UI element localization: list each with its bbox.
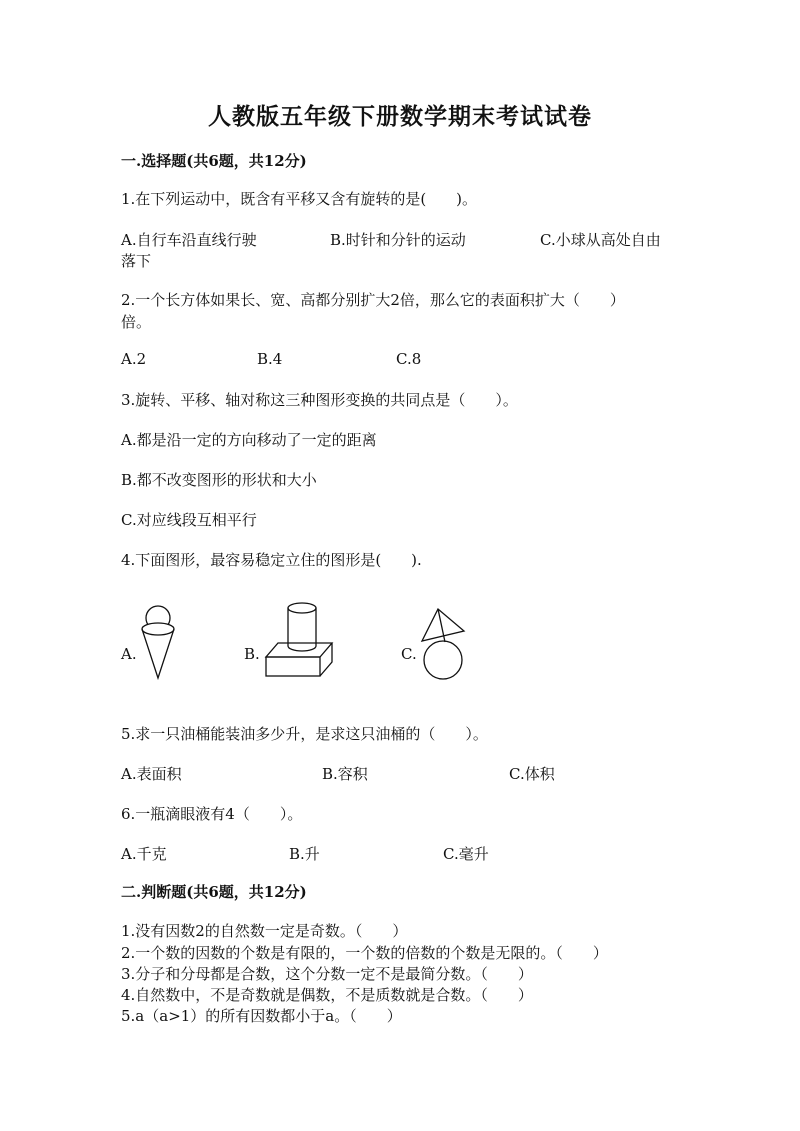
judgement-item-2: 2.一个数的因数的个数是有限的，一个数的倍数的个数是无限的。（ ） [121, 944, 608, 962]
q6-option-c: C.毫升 [443, 845, 489, 863]
q1-option-c: C.小球从高处自由 [540, 231, 661, 249]
question-3: 3.旋转、平移、轴对称这三种图形变换的共同点是（ ）。 [121, 391, 518, 409]
q2-option-c: C.8 [396, 350, 422, 368]
judgement-item-4: 4.自然数中，不是奇数就是偶数，不是质数就是合数。（ ） [121, 986, 533, 1004]
ice-cream-cone-figure [135, 600, 185, 682]
q2-option-a: A.2 [121, 350, 147, 368]
section-heading-judgement: 二.判断题(共6题，共12分) [121, 883, 307, 901]
cone-on-ball-figure [418, 605, 470, 680]
judgement-item-5: 5.a（a>1）的所有因数都小于a。（ ） [121, 1007, 402, 1025]
q4-option-b: B. [244, 645, 260, 663]
cylinder-on-box-figure [264, 600, 336, 680]
question-5: 5.求一只油桶能装油多少升，是求这只油桶的（ ）。 [121, 725, 488, 743]
q6-option-b: B.升 [289, 845, 320, 863]
q4-option-a: A. [121, 645, 137, 663]
q1-option-b: B.时针和分针的运动 [330, 231, 466, 249]
q4-option-c: C. [401, 645, 417, 663]
question-4: 4.下面图形，最容易稳定立住的图形是( ). [121, 551, 422, 569]
page-title: 人教版五年级下册数学期末考试试卷 [208, 103, 592, 130]
q2-option-b: B.4 [257, 350, 283, 368]
q1-option-a: A.自行车沿直线行驶 [121, 231, 257, 249]
q5-option-c: C.体积 [509, 765, 555, 783]
question-1: 1.在下列运动中，既含有平移又含有旋转的是( )。 [121, 190, 478, 208]
question-6: 6.一瓶滴眼液有4（ ）。 [121, 805, 303, 823]
judgement-item-1: 1.没有因数2的自然数一定是奇数。（ ） [121, 922, 408, 940]
q3-option-a: A.都是沿一定的方向移动了一定的距离 [121, 431, 377, 449]
judgement-item-3: 3.分子和分母都是合数，这个分数一定不是最简分数。（ ） [121, 965, 533, 983]
q3-option-b: B.都不改变图形的形状和大小 [121, 471, 317, 489]
section-heading-choice: 一.选择题(共6题，共12分) [121, 152, 307, 170]
q3-option-c: C.对应线段互相平行 [121, 511, 257, 529]
q1-option-c-cont: 落下 [121, 252, 152, 270]
question-2-cont: 倍。 [121, 313, 152, 331]
question-2: 2.一个长方体如果长、宽、高都分别扩大2倍，那么它的表面积扩大（ ） [121, 291, 625, 309]
q5-option-a: A.表面积 [121, 765, 182, 783]
q6-option-a: A.千克 [121, 845, 167, 863]
q5-option-b: B.容积 [322, 765, 368, 783]
